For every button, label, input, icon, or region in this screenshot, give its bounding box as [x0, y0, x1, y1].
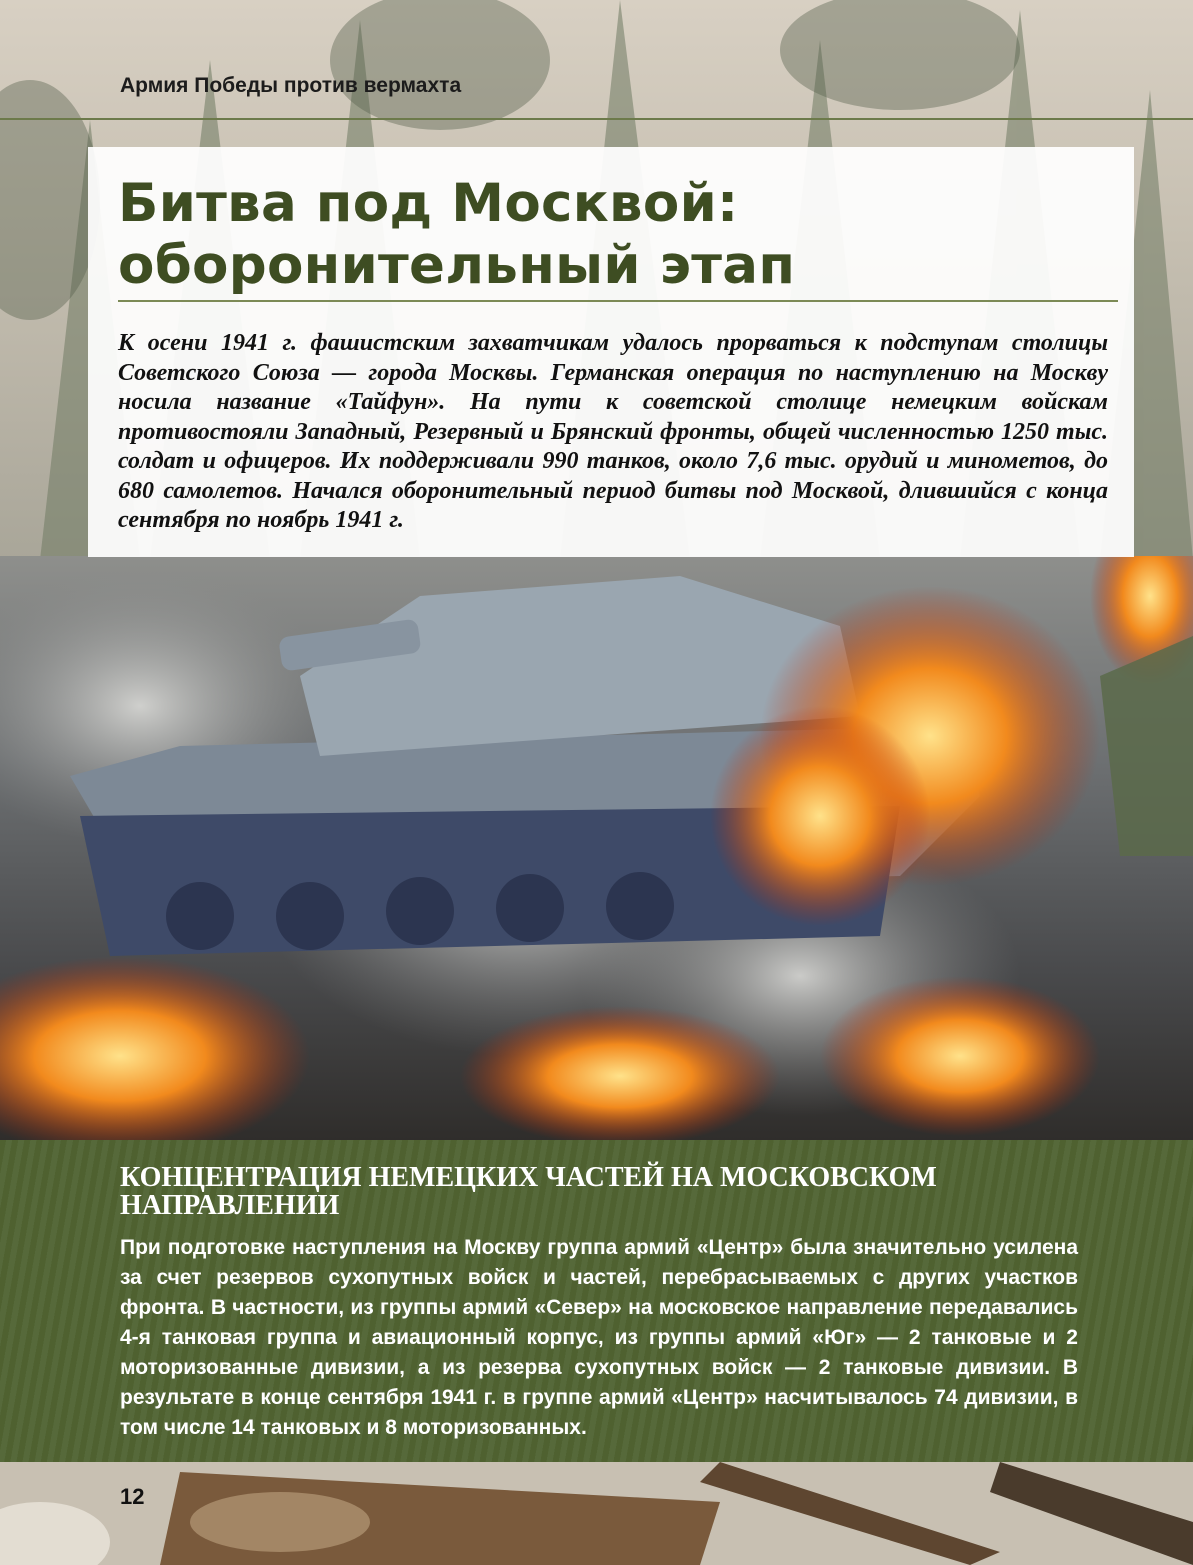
article-title: [118, 173, 795, 297]
article-title-line-1: Битва под Москвой:: [118, 173, 739, 234]
logs-drawing: [0, 1462, 1193, 1565]
info-box-title-line-2: НАПРАВЛЕНИИ: [120, 1190, 340, 1221]
header-rule: [0, 118, 1193, 120]
info-box: [0, 1140, 1193, 1462]
info-box-title-line-1: КОНЦЕНТРАЦИЯ НЕМЕЦКИХ ЧАСТЕЙ НА МОСКОВСКОМ: [120, 1162, 937, 1193]
title-card: [88, 147, 1134, 557]
info-box-text: При подготовке наступления на Москву группа армий «Центр» была значительно усилена за счет резервов сухопутных войск и частей, перебрасываемых с других участков фронта. В частности, из группы армий «Север» на московское направление передавались 4-я танковая группа и авиационный корпус, из группы армий «Юг» — 2 танковые и 2 моторизованные дивизии, а из резерва сухопутных войск — 2 танковые дивизии. В результате в конце сентября 1941 г. в группе армий «Центр» насчитывалось 74 дивизии, в том числе 14 танковых и 8 моторизованных.: [120, 1236, 1078, 1439]
article-intro: К осени 1941 г. фашистским захватчикам удалось прорваться к подступам столицы Советского Союза — города Москвы. Германская операция по наступлению на Москву носила название «Тайфун». На пути к советской столице немецким войскам противостояли Западный, Резервный и Брянский фронты, общей численностью 1250 тыс. солдат и офицеров. Их поддерживали 990 танков, около 7,6 тыс. орудий и минометов, до 680 самолетов. Начался оборонительный период битвы под Москвой, длившийся с конца сентября по ноябрь 1941 г.: [118, 330, 1108, 533]
page-number: 12: [120, 1484, 145, 1509]
bottom-logs-illustration: [0, 1462, 1193, 1565]
title-rule: [118, 300, 1118, 302]
info-box-title: [120, 1164, 1080, 1220]
article-title-line-2: оборонительный этап: [118, 235, 796, 296]
tank-battle-drawing: [0, 556, 1193, 1140]
running-head: Армия Победы против вермахта: [120, 74, 462, 97]
battle-illustration: [0, 556, 1193, 1140]
